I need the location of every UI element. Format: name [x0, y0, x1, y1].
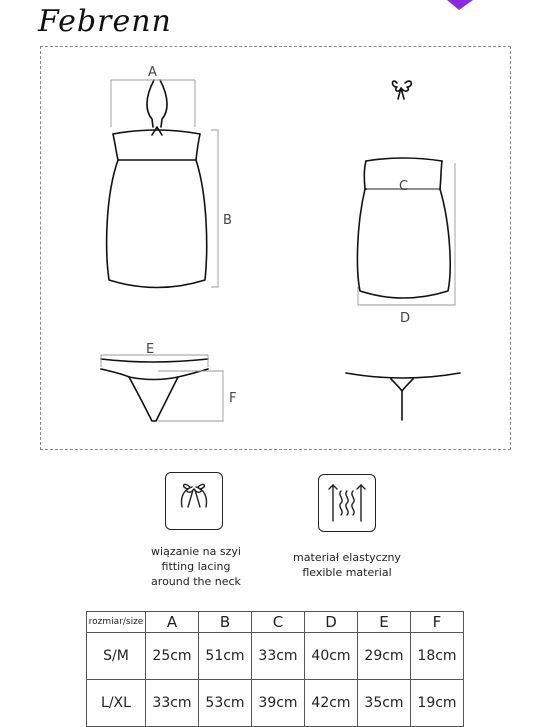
- brief-back-drawing: [346, 373, 460, 420]
- size-table-header: [87, 612, 464, 633]
- dimension-label-d: D: [400, 311, 411, 326]
- brand-accent-mark: [445, 0, 475, 12]
- dimension-label-c: C: [399, 179, 409, 194]
- dimension-label-a: A: [148, 65, 157, 80]
- stretch-waves-icon: [318, 474, 376, 532]
- table-cell: 29cm: [358, 633, 411, 680]
- garment-diagram-panel: [40, 46, 511, 450]
- chemise-front-drawing: [107, 80, 207, 288]
- feature-neck-lacing-text: [116, 544, 276, 589]
- feature-line: materiał elastyczny: [293, 551, 401, 564]
- size-col-c: C: [252, 612, 305, 633]
- size-col-e: E: [358, 612, 411, 633]
- dimension-label-e: E: [146, 342, 155, 357]
- table-row: [87, 680, 464, 727]
- feature-line: flexible material: [302, 566, 392, 579]
- size-row-label: L/XL: [87, 680, 146, 727]
- size-header-label: rozmiar/size: [87, 612, 146, 633]
- brief-front-drawing: [101, 359, 208, 421]
- garment-diagram: [41, 47, 512, 451]
- table-cell: 18cm: [411, 633, 464, 680]
- table-cell: 33cm: [146, 680, 199, 727]
- size-row-label: S/M: [87, 633, 146, 680]
- size-col-d: D: [305, 612, 358, 633]
- table-cell: 19cm: [411, 680, 464, 727]
- table-cell: 51cm: [199, 633, 252, 680]
- dimension-label-b: B: [223, 213, 232, 228]
- table-cell: 42cm: [305, 680, 358, 727]
- feature-line: wiązanie na szyi: [151, 545, 241, 558]
- neck-tie-icon: [165, 472, 223, 530]
- table-row: [87, 633, 464, 680]
- dimension-label-f: F: [229, 391, 237, 406]
- size-col-b: B: [199, 612, 252, 633]
- feature-elastic-text: [267, 550, 427, 580]
- table-cell: 35cm: [358, 680, 411, 727]
- feature-line: around the neck: [151, 575, 241, 588]
- table-cell: 53cm: [199, 680, 252, 727]
- table-cell: 39cm: [252, 680, 305, 727]
- feature-line: fitting lacing: [161, 560, 231, 573]
- table-cell: 40cm: [305, 633, 358, 680]
- size-col-f: F: [411, 612, 464, 633]
- size-table: [86, 611, 464, 727]
- table-cell: 33cm: [252, 633, 305, 680]
- brand-logo: Febrenn: [38, 4, 172, 39]
- table-cell: 25cm: [146, 633, 199, 680]
- size-col-a: A: [146, 612, 199, 633]
